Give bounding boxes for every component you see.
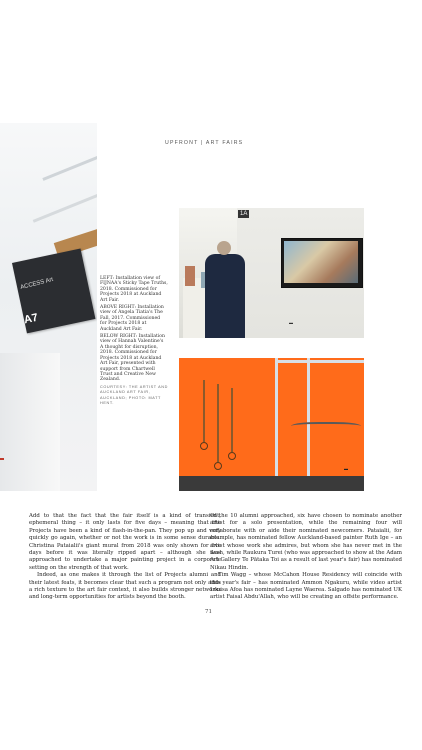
booth-sign-label: A7 — [22, 311, 40, 327]
paragraph: Indeed, as one makes it through the list of Projects alumni and their latest feats, it becomes clear that such a program not only adds a rich texture to the art fair context, it also builds stronger networks and long-term opportunities for artists beyond the booth. — [29, 572, 221, 601]
hanging-rod — [203, 380, 205, 442]
caption-below-right: BELOW RIGHT: Installation view of Hannah Valentine's A thought for disruption, 2018. Commissioned for Projects 2018 at Auckland Art Fair, presented with support from Chartwell Trust and Creative New Zealand. — [100, 334, 166, 383]
metal-frame — [275, 360, 364, 363]
installation-photo-bottom-right — [179, 358, 364, 491]
red-marker — [0, 458, 4, 460]
wall-label-icon: ▬ — [344, 466, 348, 471]
video-still — [284, 241, 358, 283]
caption-above-right: ABOVE RIGHT: Installation view of Angela Tiatia's The Fall, 2017. Commissioned for Projects 2018 at Auckland Art Fair. — [100, 305, 164, 332]
hanging-rod — [217, 384, 219, 462]
caption-left: LEFT: Installation view of FIJNAA's Sticky Tape Truths, 2018. Commissioned for Projects 2018 at Auckland Art Fair. — [100, 276, 168, 303]
caption-credit: COURTESY: THE ARTIST AND AUCKLAND ART FAIR, AUCKLAND; PHOTO: MATT HENT. — [100, 384, 168, 405]
white-column — [0, 353, 60, 491]
booth-number: 1A — [240, 211, 248, 217]
body-column-2 — [210, 513, 402, 602]
wall-label-icon: ▬ — [289, 320, 293, 325]
hanging-rod — [231, 388, 233, 452]
artwork — [185, 266, 195, 286]
booth-sign-text: ACCESS Art — [19, 277, 54, 291]
visitor-head — [217, 241, 231, 255]
paragraph: Tim Wagg – whose McCahon House Residency will coincide with this year's fair – has nominated Ammon Ngakuru, while video artist Louisa Afoa has nominated Layne Waerea. Salgado has nominated UK artist Faisal Abdu'Allah, who will be creating an offsite performance. — [210, 572, 402, 601]
paragraph: Of the 10 alumni approached, six have chosen to nominate another artist for a solo presentation, while the remaining four will collaborate with or aide their nominated newcomers. Pataialii, for example, has nominated fellow Auckland-based painter Ruth Ige – an artist whose work she admires, but whom she has never met in the flesh, while Raukura Turei (who was approached to show at the Adam Art Gallery Te Pātaka Toi as a result of last year's fair) has nominated Nikau Hindin. — [210, 513, 402, 571]
visitor-figure — [205, 254, 245, 338]
hanging-ring — [214, 462, 222, 470]
installation-photo-left — [0, 123, 97, 491]
hanging-ring — [228, 452, 236, 460]
page-number: 71 — [205, 609, 212, 615]
ceiling-beam — [42, 148, 97, 181]
hanging-ring — [200, 442, 208, 450]
ceiling-beam — [33, 186, 97, 222]
wavy-wire — [291, 422, 361, 432]
metal-frame — [275, 358, 278, 491]
floor — [179, 476, 364, 491]
section-header: UPFRONT | ART FAIRS — [165, 140, 244, 146]
paragraph: Add to that the fact that the fair itself is a kind of transient, ephemeral thing – it only lasts for five days – meaning that the Projects have been a kind of flash-in-the-pan. They pop up and very quickly go again, whether or not the work is in some sense durable. Christina Pataialii's giant mural from 2018 was only shown for five days before it was literally ripped apart – although she was approached to undertake a major painting project in a corporate setting on the strength of that work. — [29, 513, 221, 571]
body-column-1 — [29, 513, 221, 602]
photo-caption — [100, 276, 168, 408]
installation-photo-top-right — [179, 208, 364, 338]
